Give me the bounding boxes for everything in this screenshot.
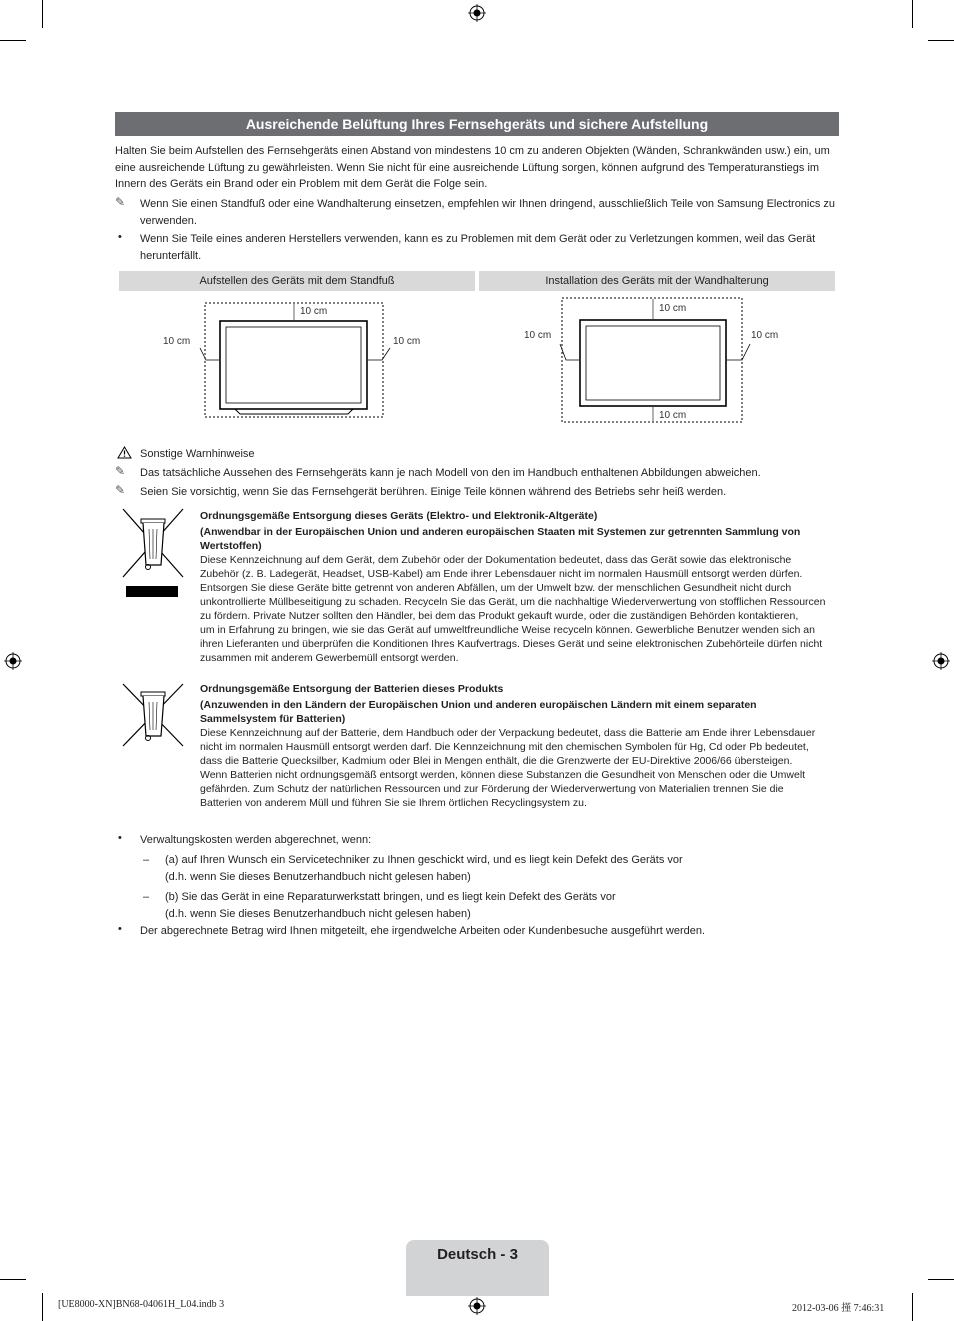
crossed-bin-icon [121,682,185,748]
intro-line: eine ausreichende Lüftung zu gewährleisten. Wenn Sie nicht für eine ausreichende Lüftung sorgen, können aufgrund des Temperaturanstiegs im [115,161,820,174]
registration-mark-icon [932,652,950,670]
weee-subtitle: Wertstoffen) [200,540,262,552]
crop-mark [42,0,43,28]
section-title: Ausreichende Belüftung Ihres Fernsehgeräts und sichere Aufstellung [115,112,839,136]
battery-line: Batterien von anderem Müll und führen Sie sie Ihrem örtlichen Recyclingsystem zu. [200,797,587,809]
battery-subtitle: (Anzuwenden in den Ländern der Europäischen Union und anderen europäischen Ländern mit einem separaten [200,699,757,711]
weee-line: unkontrollierte Müllbeseitigung zu schaden. Recyceln Sie das Gerät, um die nachhaltige Wiederverwertung von stofflichen Ressourcen [200,596,826,608]
footer-filename: [UE8000-XN]BN68-04061H_L04.indb 3 [58,1299,225,1310]
crossed-bin-icon [121,507,185,599]
bullet-glyph: • [118,832,122,844]
battery-subtitle: Sammelsystem für Batterien) [200,713,346,725]
costs-item-b [165,889,835,922]
costs-line: (d.h. wenn Sie dieses Benutzerhandbuch nicht gelesen haben) [165,870,471,883]
dim-right: 10 cm [393,336,421,347]
dim-top: 10 cm [300,306,328,317]
bullet-line: herunterfällt. [140,249,202,262]
battery-line: Diese Kennzeichnung auf der Batterie, dem Handbuch oder der Verpackung bedeutet, dass die Batterie am Ende ihrer Lebensdauer [200,727,816,739]
intro-line: Halten Sie beim Aufstellen des Fernsehgeräts einen Abstand von mindestens 10 cm zu anderen Objekten (Wänden, Schrankwänden usw.) ein, um [115,145,830,157]
note-line: Wenn Sie einen Standfuß oder eine Wandhalterung einsetzen, empfehlen wir Ihnen dringend, ausschließlich Teile von Samsung Electronics zu [140,198,836,210]
wall-diagram [520,296,790,426]
note-standfuss [140,196,840,229]
note-hot-parts: Seien Sie vorsichtig, wenn Sie das Fernsehgerät berühren. Einige Teile können während des Betriebs sehr heiß werden. [140,486,727,498]
crop-mark [0,1279,26,1280]
bullet-glyph: • [118,231,122,243]
crop-mark [0,40,26,41]
crop-mark [912,0,913,28]
note-appearance: Das tatsächliche Aussehen des Fernsehgeräts kann je nach Modell von den im Handbuch enthaltenen Abbildungen abweichen. [140,467,761,479]
battery-line: dass die Batterie Quecksilber, Kadmium oder Blei in Mengen enthält, die die Grenzwerte der EU-Direktive 2006/66 übersteigen. [200,755,793,767]
bullet-other-manufacturer [140,231,840,264]
registration-mark-icon [468,1297,486,1315]
costs-final: Der abgerechnete Betrag wird Ihnen mitgeteilt, ehe irgendwelche Arbeiten oder Kundenbesuche ausgeführt werden. [140,925,706,937]
costs-item-a [165,852,835,885]
weee-line: Diese Kennzeichnung auf dem Gerät, dem Zubehör oder der Dokumentation bedeutet, dass das Gerät sowie das elektronische [200,554,792,566]
dim-left: 10 cm [524,330,552,341]
bullet-line: Wenn Sie Teile eines anderen Herstellers verwenden, kann es zu Problemen mit dem Gerät oder zu Verletzungen kommen, weil das Gerät [140,233,816,245]
battery-line: Wenn Batterien nicht ordnungsgemäß entsorgt werden, können diese Substanzen die Gesundheit von Menschen oder die Umwelt [200,769,806,781]
weee-line: zusammen mit anderem Gewerbemüll entsorgt werden. [200,652,459,664]
costs-line: (b) Sie das Gerät in eine Reparaturwerkstatt bringen, und es liegt kein Defekt des Geräts vor [165,891,616,903]
wall-caption: Installation des Geräts mit der Wandhalterung [479,271,835,291]
note-line: verwenden. [140,214,197,227]
dim-bottom: 10 cm [659,410,687,421]
battery-block [200,682,840,810]
weee-title: Ordnungsgemäße Entsorgung dieses Geräts (Elektro- und Elektronik-Altgeräte) [200,510,598,522]
crop-mark [928,40,954,41]
dim-left: 10 cm [163,336,191,347]
registration-mark-icon [468,4,486,22]
costs-line: (a) auf Ihren Wunsch ein Servicetechniker zu Ihnen geschickt wird, und es liegt kein Defekt des Geräts vor [165,854,683,866]
pencil-note-icon: ✎ [115,483,126,497]
pencil-note-icon: ✎ [115,464,126,478]
weee-line: ihren Lieferanten und überprüfen die Konditionen Ihres Kaufvertrags. Dieses Gerät und seine elektronischen Zubehörteile dürfen nicht [200,638,823,650]
dash-glyph: – [143,891,150,903]
dim-right: 10 cm [751,330,779,341]
dim-top: 10 cm [659,303,687,314]
weee-subtitle: (Anwendbar in der Europäischen Union und anderen europäischen Staaten mit Systemen zur getrennten Sammlung von [200,526,801,538]
crop-mark [42,1293,43,1321]
weee-line: zu fördern. Private Nutzer sollten den Händler, bei dem das Produkt gekauft wurde, oder die zuständigen Behörden kontaktieren, [200,610,799,622]
battery-line: nicht im normalen Hausmüll entsorgt werden darf. Die Kennzeichnung mit den chemischen Symbolen für Hg, Cd oder Pb bedeutet, [200,741,809,753]
crop-mark [928,1279,954,1280]
warning-triangle-icon [117,446,132,459]
weee-line: um in Erfahrung zu bringen, wie sie das Gerät auf umweltfreundliche Weise recyceln können. Gewerbliche Benutzer wenden sich an [200,624,815,636]
intro-paragraph [115,143,840,193]
warnings-heading: Sonstige Warnhinweise [140,448,255,460]
costs-bullet: Verwaltungskosten werden abgerechnet, wenn: [140,834,372,846]
bullet-glyph: • [118,923,122,935]
footer-timestamp: 2012-03-06 㨷 7:46:31 [792,1303,885,1314]
intro-line: Innern des Geräts ein Brand oder ein Problem mit dem Gerät die Folge sein. [115,178,488,190]
battery-title: Ordnungsgemäße Entsorgung der Batterien dieses Produkts [200,683,504,695]
registration-mark-icon [4,652,22,670]
dash-glyph: – [143,854,150,866]
crop-mark [912,1293,913,1321]
weee-line: Zubehör (z. B. Ladegerät, Headset, USB-Kabel) am Ende ihrer Lebensdauer nicht im normalen Hausmüll entsorgt werden dürfen. [200,568,803,580]
battery-line: gefährden. Zum Schutz der natürlichen Ressourcen und zur Förderung der Wiederverwertung von Materialien trennen Sie die [200,783,784,795]
stand-caption: Aufstellen des Geräts mit dem Standfuß [119,271,475,291]
weee-block [200,509,840,665]
costs-line: (d.h. wenn Sie dieses Benutzerhandbuch nicht gelesen haben) [165,907,471,920]
page-number-tab: Deutsch - 3 [406,1240,549,1296]
weee-line: Entsorgen Sie diese Geräte bitte getrennt von anderen Abfällen, um der Umwelt bzw. der menschlichen Gesundheit nicht durch [200,582,792,594]
stand-diagram [160,298,430,422]
pencil-note-icon: ✎ [115,195,126,209]
